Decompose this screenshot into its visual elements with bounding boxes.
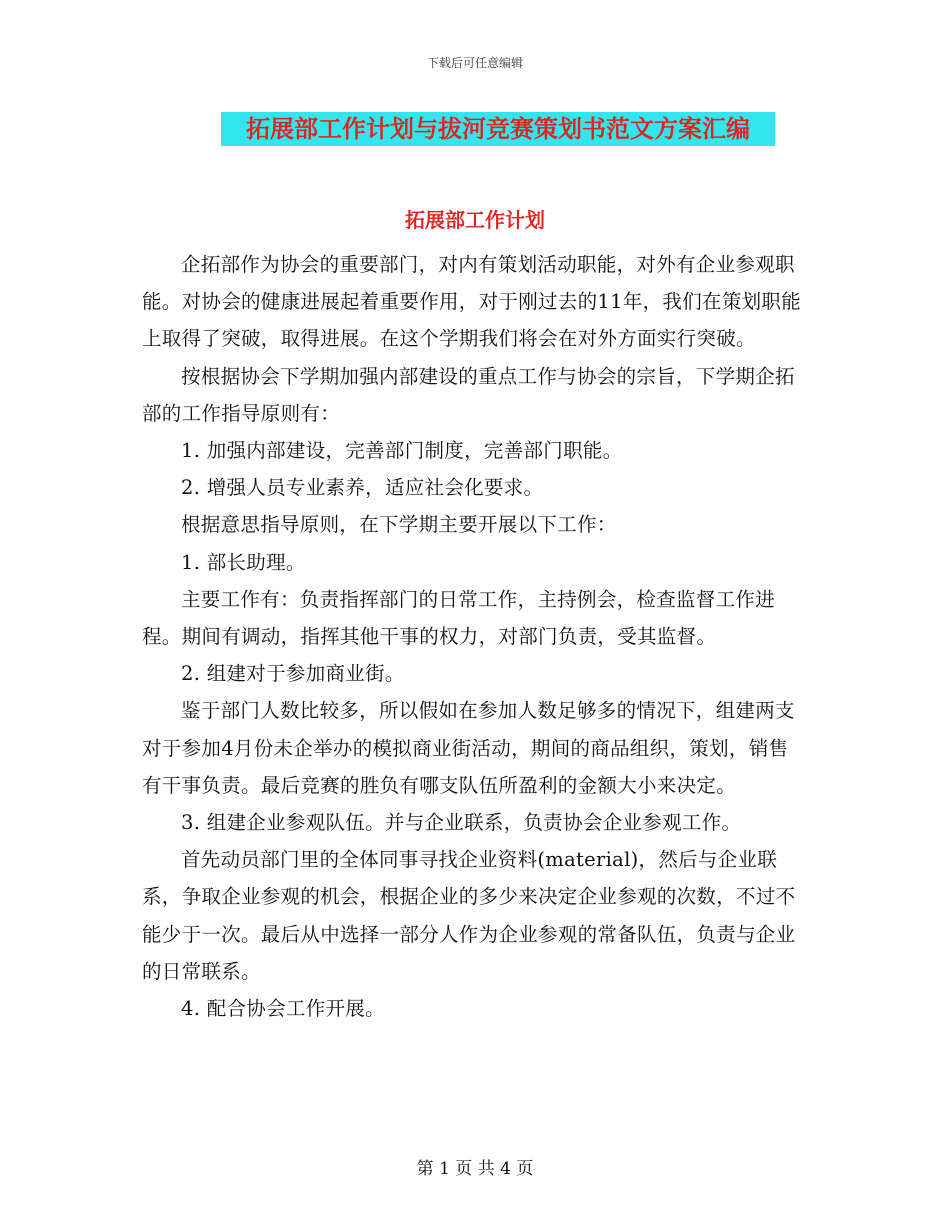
paragraph: 主要工作有：负责指挥部门的日常工作，主持例会，检查监督工作进程。期间有调动，指挥其他干事的权力，对部门负责，受其监督。 (142, 587, 776, 649)
list-item: 2. 增强人员专业素养，适应社会化要求。 (181, 476, 544, 500)
list-item: 2. 组建对于参加商业街。 (181, 662, 405, 686)
list-item: 4. 配合协会工作开展。 (181, 997, 385, 1021)
paragraph: 企拓部作为协会的重要部门，对内有策划活动职能，对外有企业参观职能。对协会的健康进展起着重要作用，对于刚过去的11年，我们在策划职能上取得了突破，取得进展。在这个学期我们将会在对外方面实行突破。 (142, 253, 802, 351)
paragraph: 鉴于部门人数比较多，所以假如在参加人数足够多的情况下，组建两支对于参加4月份未企举办的模拟商业街活动，期间的商品组织，策划，销售有干事负责。最后竞赛的胜负有哪支队伍所盈利的金额大小来决定。 (142, 699, 795, 797)
paragraph: 按根据协会下学期加强内部建设的重点工作与协会的宗旨，下学期企拓部的工作指导原则有： (142, 364, 795, 425)
section-title: 拓展部工作计划 (405, 208, 545, 232)
list-item: 1. 部长助理。 (181, 550, 306, 574)
document-title: 拓展部工作计划与拔河竞赛策划书范文方案汇编 (221, 112, 775, 146)
list-item: 3. 组建企业参观队伍。并与企业联系，负责协会企业参观工作。 (181, 811, 742, 835)
paragraph: 根据意思指导原则，在下学期主要开展以下工作： (181, 513, 617, 537)
list-item: 1. 加强内部建设，完善部门制度，完善部门职能。 (181, 439, 623, 463)
page-footer: 第 1 页 共 4 页 (416, 1159, 534, 1179)
header-note: 下载后可任意编辑 (426, 56, 523, 70)
document-body (142, 246, 808, 1027)
paragraph: 首先动员部门里的全体同事寻找企业资料(material)，然后与企业联系，争取企业参观的机会，根据企业的多少来决定企业参观的次数，不过不能少于一次。最后从中选择一部分人作为企业参观的常备队伍，负责与企业的日常联系。 (142, 848, 796, 983)
